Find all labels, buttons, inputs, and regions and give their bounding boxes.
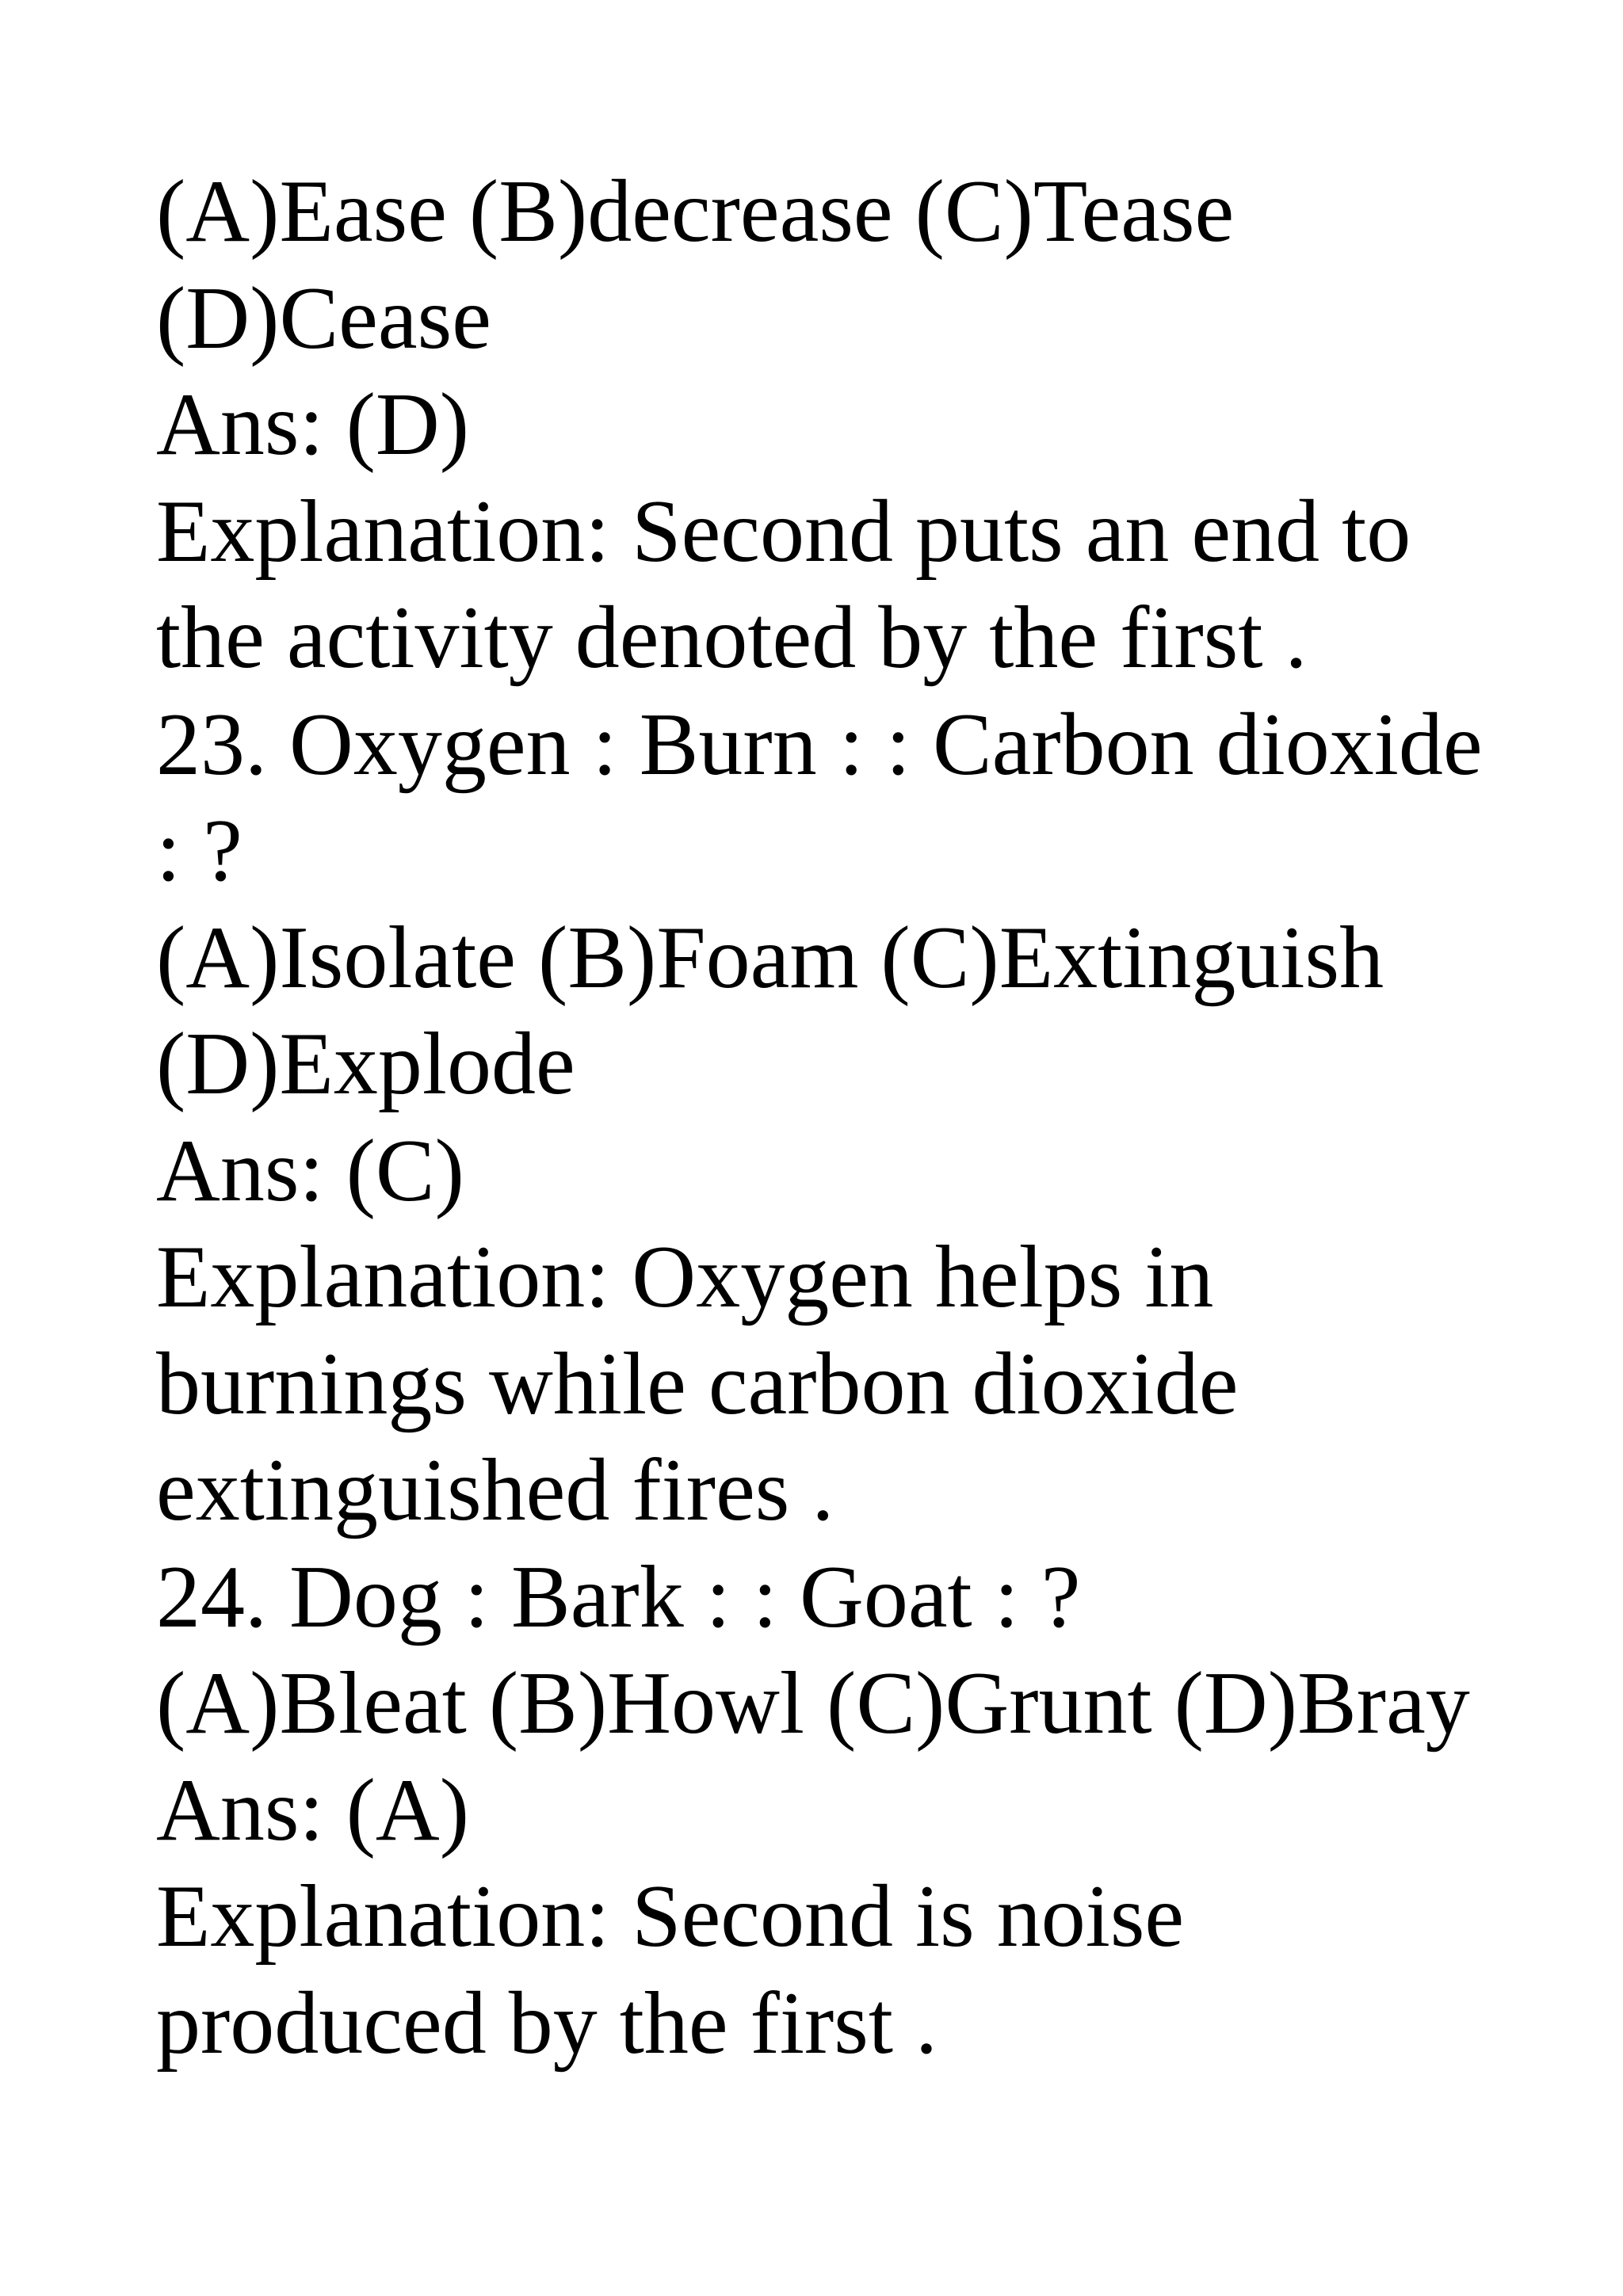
q22-answer: Ans: (D) [156, 376, 470, 474]
q22-explanation-line-2: the activity denoted by the first . [156, 589, 1308, 687]
q23-explanation-line-3: extinguished fires . [156, 1441, 834, 1539]
q24-answer: Ans: (A) [156, 1760, 470, 1859]
q24-options: (A)Bleat (B)Howl (C)Grunt (D)Bray [156, 1654, 1470, 1753]
q22-explanation-line-1: Explanation: Second puts an end to [156, 482, 1411, 581]
q24-question: 24. Dog : Bark : : Goat : ? [156, 1547, 1081, 1646]
q23-question-line-2: : ? [156, 802, 242, 900]
q24-explanation-line-2: produced by the first . [156, 1974, 938, 2073]
q22-options-line-1: (A)Ease (B)decrease (C)Tease [156, 162, 1235, 261]
q23-answer: Ans: (C) [156, 1121, 464, 1220]
q24-explanation-line-1: Explanation: Second is noise [156, 1867, 1185, 1966]
q22-options-line-2: (D)Cease [156, 269, 491, 368]
q23-explanation-line-2: burnings while carbon dioxide [156, 1334, 1239, 1433]
q23-options-line-1: (A)Isolate (B)Foam (C)Extinguish [156, 908, 1384, 1007]
q23-options-line-2: (D)Explode [156, 1015, 575, 1113]
document-body [156, 158, 1583, 2077]
q23-explanation-line-1: Explanation: Oxygen helps in [156, 1228, 1214, 1326]
q23-question-line-1: 23. Oxygen : Burn : : Carbon dioxide [156, 695, 1483, 794]
